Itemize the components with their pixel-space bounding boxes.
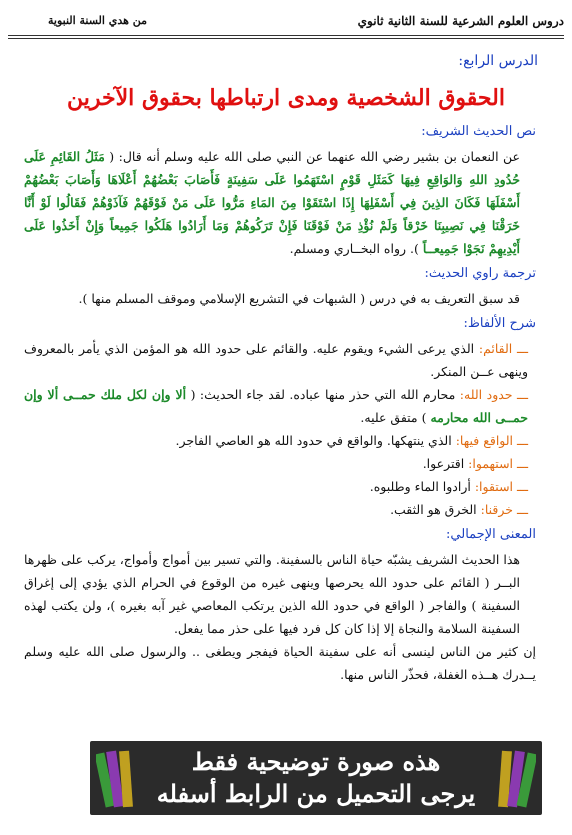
hadith-intro: عن النعمان بن بشير رضي الله عنهما عن النبي صلى الله عليه وسلم أنه قال: ( xyxy=(109,149,520,164)
vocab-term: استهموا: xyxy=(468,456,514,471)
vocab-heading: شرح الألفاظ: xyxy=(463,316,536,331)
hadith-heading: نص الحديث الشريف: xyxy=(421,124,536,139)
vocab-item xyxy=(24,475,536,498)
vocab-term: حدود الله: xyxy=(459,387,513,402)
header-course-title: دروس العلوم الشرعية للسنة الثانية ثانوي xyxy=(357,14,564,28)
meaning-paragraph-1: هذا الحديث الشريف يشبّه حياة الناس بالسفينة. والتي تسير بين أمواج وأمواج، يركب على ظهرها البــر ( القائم على حدود الله يحرصها وينهى غيره من الوقوع في الحرام الذي يؤدي إلى إغراق السفينة ) والفاجر ( الواقع في حدود الله الذين يرتكب المعاصي غير آبه بغيره )، ولن يكتب لهذه السفينة السلامة والنجاة إلا إذا كان كل فرد فيها على حذر مما يفعل. xyxy=(24,552,520,636)
meaning-paragraph-2: إن كثير من الناس لينسى أنه على سفينة الحياة فيفجر ويطغى .. والرسول صلى الله عليه وسلم يــدرك هــذه الغفلة، فحذّر الناس منها. xyxy=(24,644,536,682)
vocab-term: القائم: xyxy=(478,341,513,356)
page-header xyxy=(8,6,564,40)
bullet-dash: ـــ xyxy=(513,479,528,494)
vocab-item xyxy=(24,383,536,429)
hadith-paragraph xyxy=(24,145,536,260)
vocab-term: خرقنا: xyxy=(480,502,514,517)
bullet-dash: ـــ xyxy=(512,387,528,402)
vocab-quote: ألا وإن لكل ملك حمــى ألا وإن حمــى الله محارمه xyxy=(24,387,528,425)
vocab-term: الواقع فيها: xyxy=(455,433,514,448)
vocab-def: اقترعوا. xyxy=(422,456,465,471)
vocab-term: استقوا: xyxy=(474,479,514,494)
vocab-def: محارم الله التي حذر منها عباده. لقد جاء الحديث: ( xyxy=(190,387,456,402)
vocab-def: الخرق هو الثقب. xyxy=(390,502,477,517)
hadith-text: مَثَلُ القَائِمِ عَلَى حُدُودِ اللهِ وَالوَاقِعِ فِيهَا كَمَثَلِ قَوْمٍ اسْتَهَمُوا عَلَى سَفِينَةٍ فَأَصَابَ بَعْضُهُمْ أَعْلَاهَا وَأَصَابَ بَعْضُهُمْ أَسْفَلَهَا فَكَانَ الذِينَ فِي أَسْفَلِهَا إِذَا اسْتَقَوْا مِنَ المَاءِ مَرُّوا عَلَى مَنْ فَوْقَهُمْ فَآذَوْهُمْ فَقَالُوا لَوْ أَنَّا خَرَقْنَا فِي نَصِيبِنَا خَرْقاً وَلَمْ نُؤْذِ مَنْ فَوْقَنَا فَإِنْ تَرَكُوهُمْ وَمَا أَرَادُوا هَلَكُوا جَمِيعاً وَإِنْ أَخَذُوا عَلَى أَيْدِيهِمْ نَجَوْا جَمِيعــاً xyxy=(24,149,520,256)
bullet-dash: ـــ xyxy=(513,502,528,517)
bullet-dash: ـــ xyxy=(512,341,528,356)
banner-line-1: هذه صورة توضيحية فقط xyxy=(191,747,441,776)
bullet-dash: ـــ xyxy=(513,433,528,448)
narrator-heading: ترجمة راوي الحديث: xyxy=(424,266,536,281)
vocab-item xyxy=(24,498,536,521)
vocab-item xyxy=(24,337,536,383)
vocab-item xyxy=(24,429,536,452)
narrator-text: قد سبق التعريف به في درس ( الشبهات في التشريع الإسلامي وموقف المسلم منها ). xyxy=(78,291,520,306)
vocab-item xyxy=(24,452,536,475)
lesson-title: الحقوق الشخصية ومدى ارتباطها بحقوق الآخرين xyxy=(67,85,505,111)
meaning-heading: المعنى الإجمالي: xyxy=(446,527,536,542)
preview-banner xyxy=(90,741,542,815)
hadith-outro: ). رواه البخــاري ومسلم. xyxy=(289,241,419,256)
banner-line-2: يرجى التحميل من الرابط أسفله xyxy=(156,779,476,808)
vocab-def: الذي يرعى الشيء ويقوم عليه. والقائم على حدود الله هو المؤمن الذي يأمر بالمعروف وينهى عــن المنكر. xyxy=(24,341,528,379)
header-section-title: من هدي السنة النبوية xyxy=(48,14,148,27)
lesson-label: الدرس الرابع: xyxy=(458,53,538,69)
lesson-content xyxy=(24,118,536,686)
header-divider xyxy=(8,35,564,39)
vocab-def: أرادوا الماء وطلبوه. xyxy=(369,479,471,494)
vocab-def: الذي ينتهكها. والواقع في حدود الله هو العاصي الفاجر. xyxy=(175,433,452,448)
vocab-after: ) متفق عليه. xyxy=(360,410,427,425)
bullet-dash: ـــ xyxy=(513,456,528,471)
